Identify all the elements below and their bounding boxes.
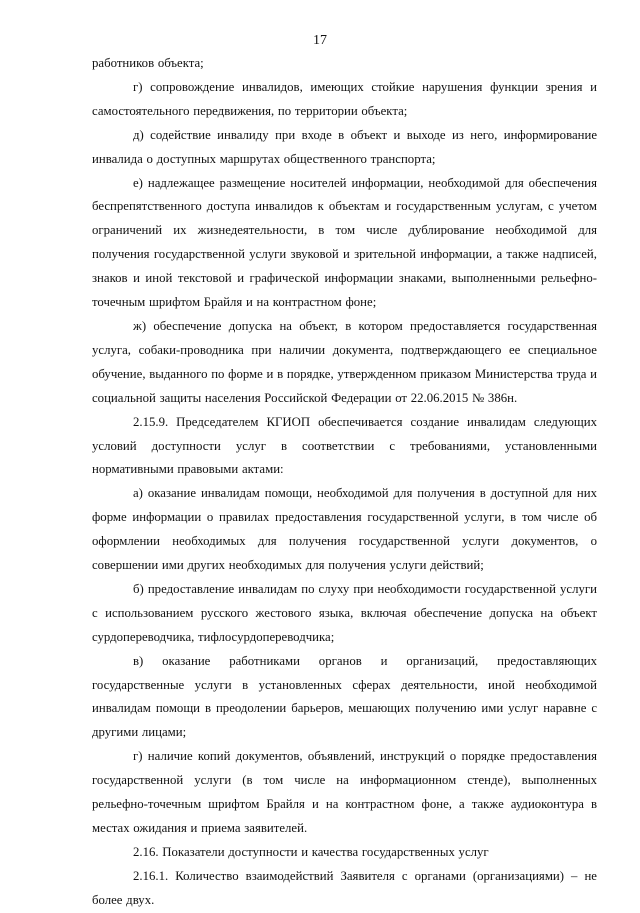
page-number: 17 [313,33,327,48]
document-body [92,52,597,913]
paragraph: г) сопровождение инвалидов, имеющих стойкие нарушения функции зрения и самостоятельного передвижения, по территории объекта; [92,79,597,118]
paragraph: 2.15.9. Председателем КГИОП обеспечивается создание инвалидам следующих условий доступности услуг в соответствии с требованиями, установленными нормативными правовыми актами: [92,414,597,477]
paragraph: е) надлежащее размещение носителей информации, необходимой для обеспечения беспрепятственного доступа инвалидов к объектам и государственным услугам, с учетом ограничений их жизнедеятельности, в том числе дублирование необходимой для получения государственной услуги звуковой и зрительной информации, а также надписей, знаков и иной текстовой и графической информации знаками, выполненными рельефно-точечным шрифтом Брайля и на контрастном фоне; [92,175,597,310]
paragraph: г) наличие копий документов, объявлений, инструкций о порядке предоставления государственной услуги (в том числе на информационном стенде), выполненных рельефно-точечным шрифтом Брайля и на контрастном фоне, а также аудиоконтура в местах ожидания и приема заявителей. [92,749,597,835]
paragraph: а) оказание инвалидам помощи, необходимой для получения в доступной для них форме информации о правилах предоставления государственной услуги, в том числе об оформлении необходимых для получения государственной услуги документов, о совершении ими других необходимых для получения услуги действий; [92,486,597,573]
paragraph: ж) обеспечение допуска на объект, в котором предоставляется государственная услуга, собаки-проводника при наличии документа, подтверждающего ее специальное обучение, выданного по форме и в порядке, утвержденном приказом Министерства труда и социальной защиты населения Российской Федерации от 22.06.2015 № 386н. [92,318,597,405]
paragraph: работников объекта; [92,56,204,70]
section-heading: 2.16. Показатели доступности и качества государственных услуг [133,844,489,859]
paragraph: 2.16.1. Количество взаимодействий Заявителя с органами (организациями) – не более двух. [92,868,597,907]
paragraph: в) оказание работниками органов и организаций, предоставляющих государственные услуги в установленных сферах деятельности, иной необходимой инвалидам помощи в преодолении барьеров, мешающих получению ими услуг наравне с другими лицами; [92,653,597,740]
paragraph: д) содействие инвалиду при входе в объект и выходе из него, информирование инвалида о доступных маршрутах общественного транспорта; [92,127,597,166]
paragraph: б) предоставление инвалидам по слуху при необходимости государственной услуги с использованием русского жестового языка, включая обеспечение допуска на объект сурдопереводчика, тифлосурдопереводчика; [92,581,597,644]
